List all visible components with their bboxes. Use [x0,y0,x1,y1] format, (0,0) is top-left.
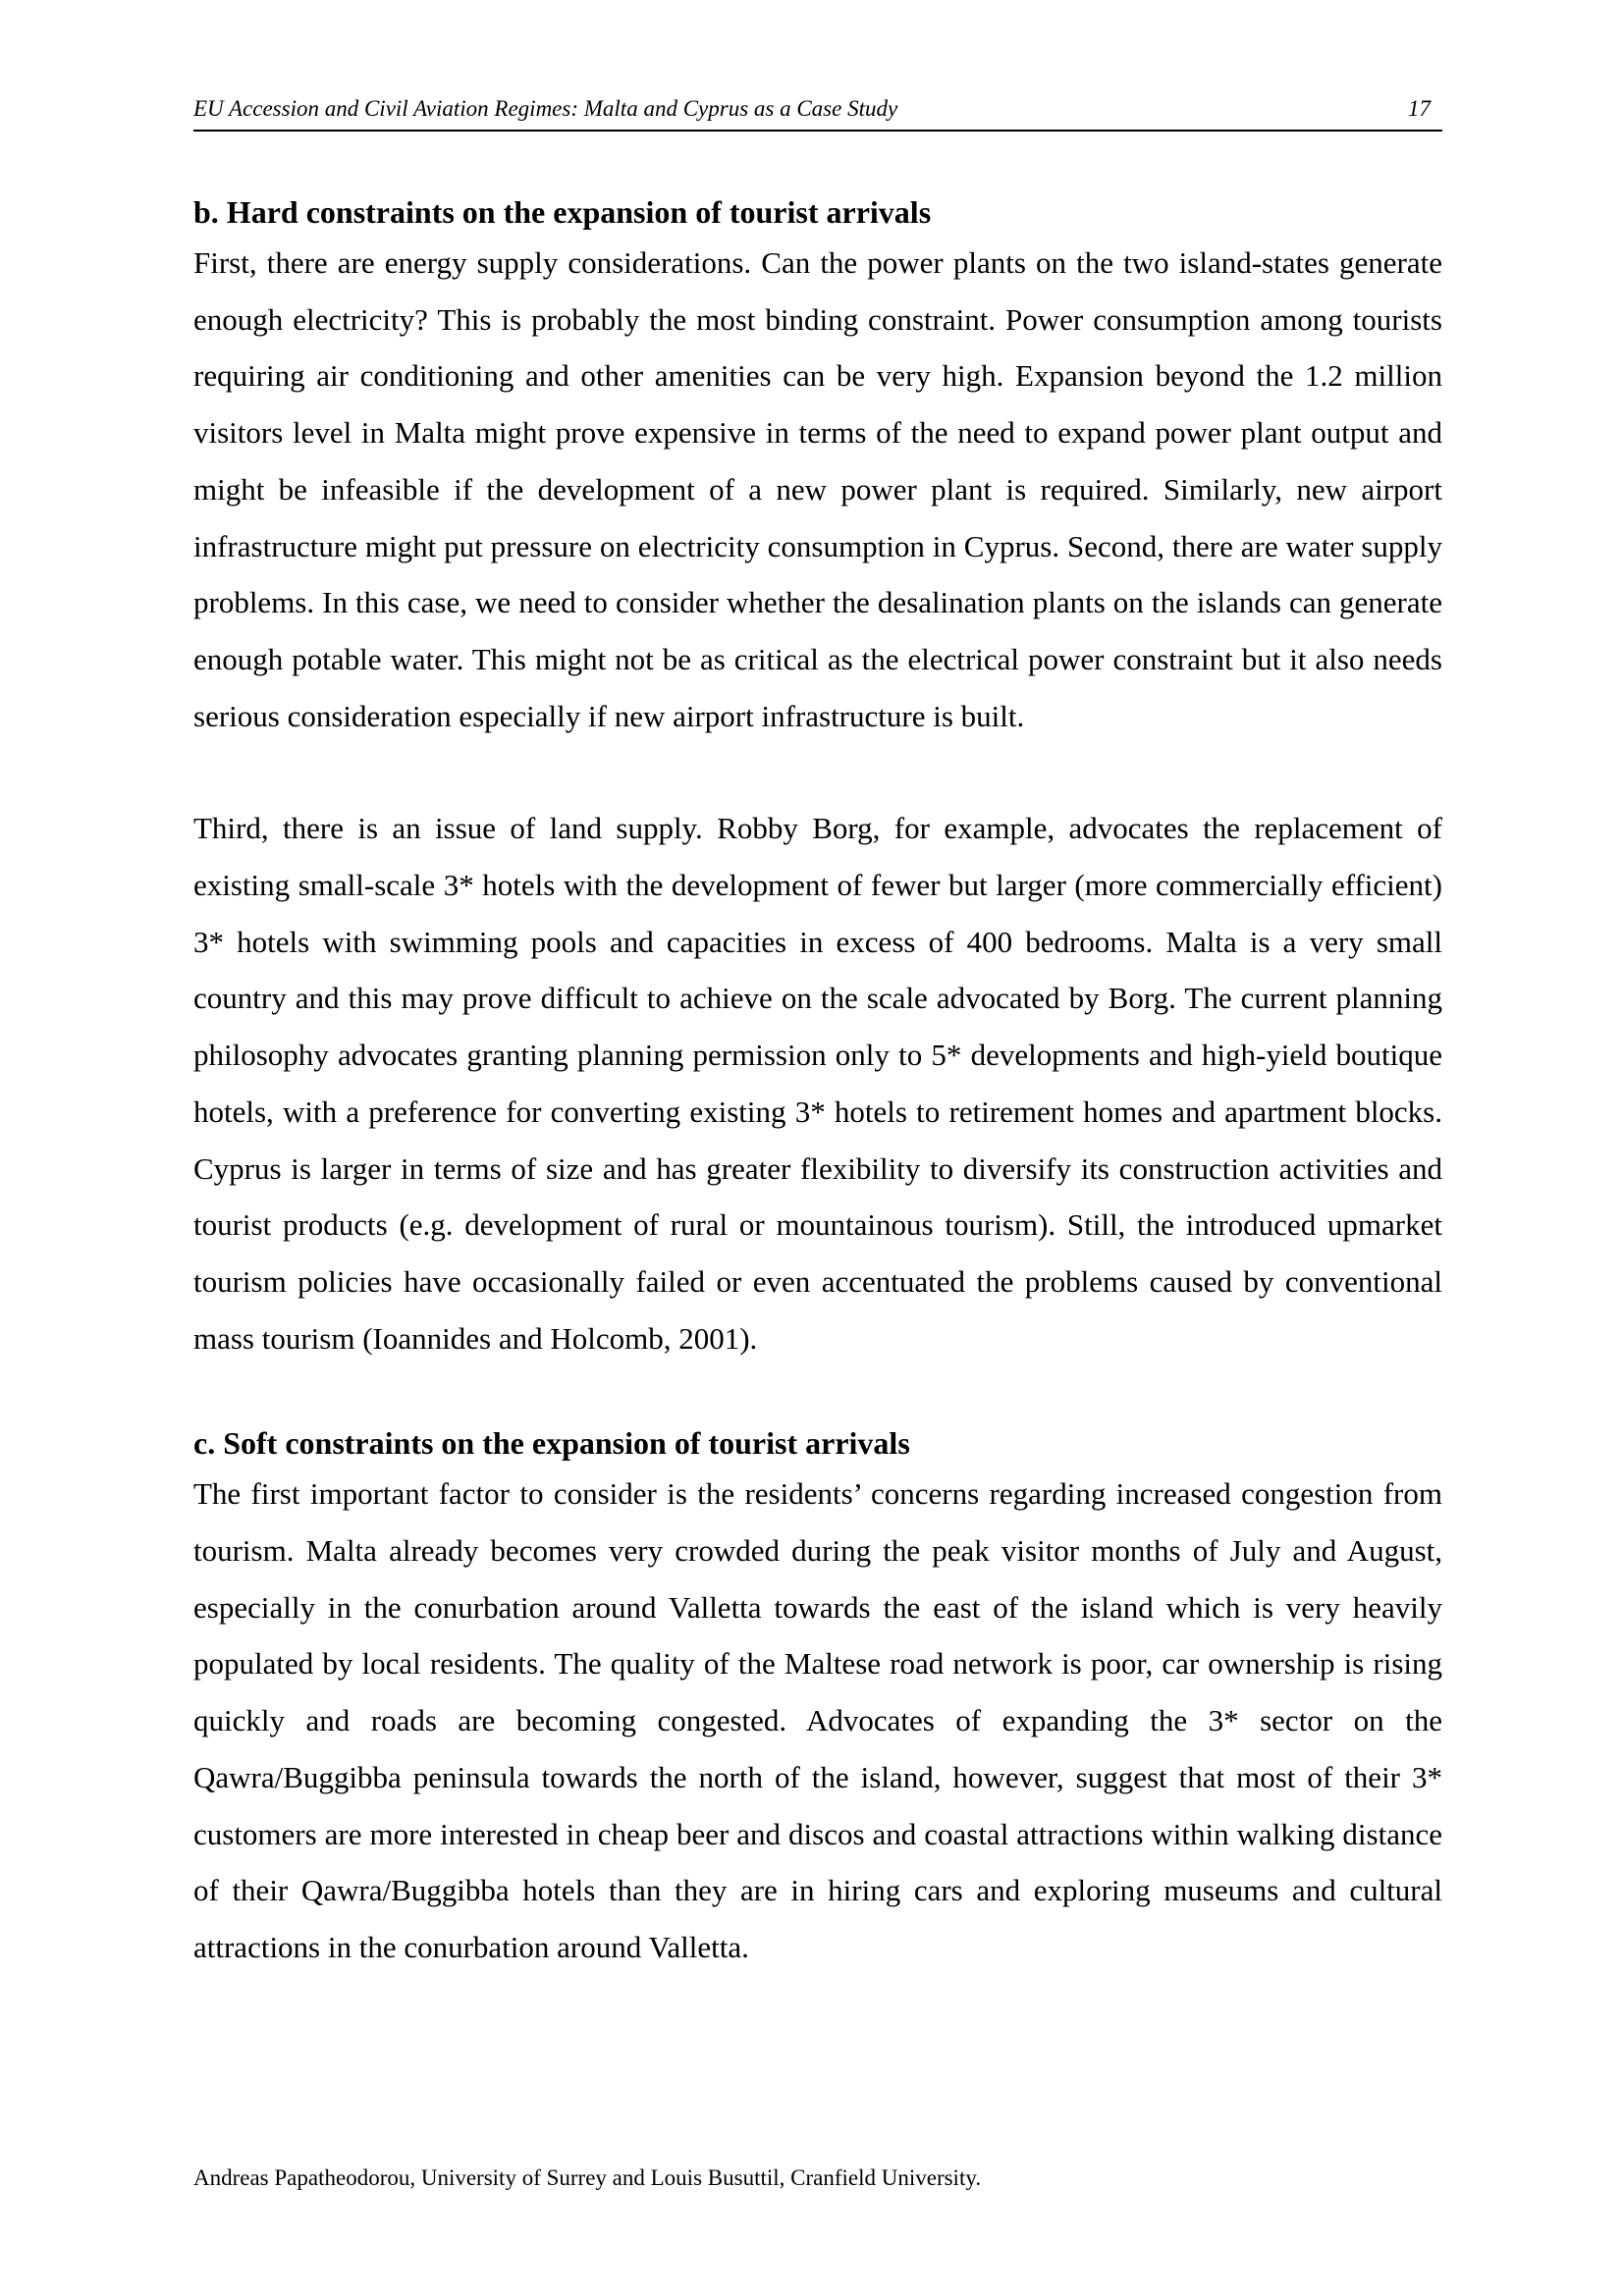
paragraph-energy-water-supply: First, there are energy supply considerations. Can the power plants on the two island-states generate enough electricity? This is probably the most binding constraint. Power consumption among tourists requiring air conditioning and other amenities can be very high. Expansion beyond the 1.2 million visitors level in Malta might prove expensive in terms of the need to expand power plant output and might be infeasible if the development of a new power plant is required. Similarly, new airport infrastructure might put pressure on electricity consumption in Cyprus. Second, there are water supply problems. In this case, we need to consider whether the desalination plants on the islands can generate enough potable water. This might not be as critical as the electrical power constraint but it also needs serious consideration especially if new airport infrastructure is built. [193,245,1442,733]
page-number: 17 [1408,96,1431,121]
spacer [193,744,1442,800]
page-footer: Andreas Papatheodorou, University of Surrey and Louis Busuttil, Cranfield University. [193,2165,982,2190]
section-heading-soft-constraints: c. Soft constraints on the expansion of tourist arrivals [193,1425,910,1462]
spacer [193,1366,1442,1422]
paragraph-congestion: The first important factor to consider is the residents’ concerns regarding increased congestion from tourism. Malta already becomes very crowded during the peak visitor months of July and August, especially in the conurbation around Valletta towards the east of the island which is very heavily populated by local residents. The quality of the Maltese road network is poor, car ownership is rising quickly and roads are becoming congested. Advocates of expanding the 3* sector on the Qawra/Buggibba peninsula towards the north of the island, however, suggest that most of their 3* customers are more interested in cheap beer and discos and coastal attractions within walking distance of their Qawra/Buggibba hotels than they are in hiring cars and exploring museums and cultural attractions in the conurbation around Valletta. [193,1476,1442,1964]
paragraph-land-supply: Third, there is an issue of land supply. Robby Borg, for example, advocates the replacement of existing small-scale 3* hotels with the development of fewer but larger (more commercially efficient) 3* hotels with swimming pools and capacities in excess of 400 bedrooms. Malta is a very small country and this may prove difficult to achieve on the scale advocated by Borg. The current planning philosophy advocates granting planning permission only to 5* developments and high-yield boutique hotels, with a preference for converting existing 3* hotels to retirement homes and apartment blocks. Cyprus is larger in terms of size and has greater flexibility to diversify its construction activities and tourist products (e.g. development of rural or mountainous tourism). Still, the introduced upmarket tourism policies have occasionally failed or even accentuated the problems caused by conventional mass tourism (Ioannides and Holcomb, 2001). [193,811,1442,1356]
running-header-title: EU Accession and Civil Aviation Regimes: Malta and Cyprus as a Case Study [193,96,898,121]
running-header [193,94,1442,132]
page-body [193,191,1442,1976]
section-heading-hard-constraints: b. Hard constraints on the expansion of tourist arrivals [193,194,932,230]
